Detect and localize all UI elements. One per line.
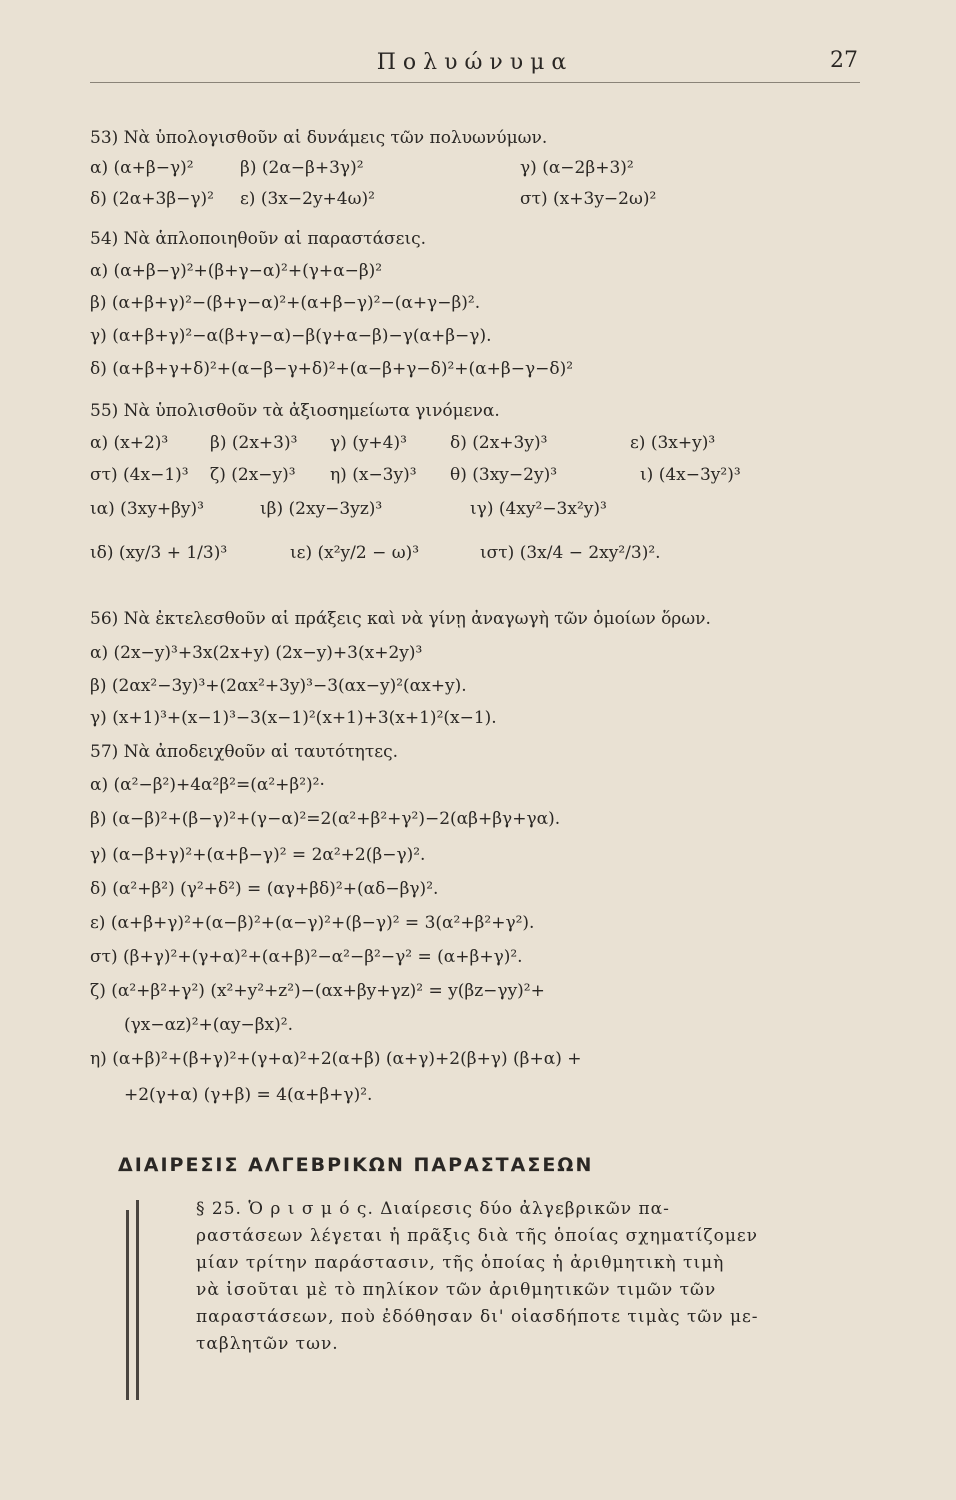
exercise-item: 54) Νὰ ἁπλοποιηθοῦν αἱ παραστάσεις. — [90, 229, 427, 249]
exercise-item: η) (x−3y)³ — [330, 465, 417, 485]
page-header — [90, 44, 860, 84]
exercise-line — [90, 290, 870, 316]
exercise-item: β) (2α−β+3γ)² — [240, 158, 364, 178]
exercise-item: ια) (3xy+βy)³ — [90, 499, 204, 519]
exercise-item: γ) (α+β+γ)²−α(β+γ−α)−β(γ+α−β)−γ(α+β−γ). — [90, 326, 492, 346]
exercise-line — [90, 910, 870, 936]
exercise-item: δ) (α²+β²) (γ²+δ²) = (αγ+βδ)²+(αδ−βγ)². — [90, 879, 439, 899]
exercise-item: η) (α+β)²+(β+γ)²+(γ+α)²+2(α+β) (α+γ)+2(β+γ) (β+α) + — [90, 1049, 582, 1069]
exercise-item: α) (α+β−γ)²+(β+γ−α)²+(γ+α−β)² — [90, 261, 383, 281]
exercise-line — [90, 772, 870, 798]
definition-line: § 25. Ὁ ρ ι σ μ ό ς. Διαίρεσις δύο ἀλγεβρικῶν πα- — [196, 1199, 670, 1219]
exercise-item: α) (α+β−γ)² — [90, 158, 194, 178]
exercise-item: ι) (4x−3y²)³ — [640, 465, 741, 485]
exercise-item: στ) (4x−1)³ — [90, 465, 189, 485]
exercise-item: 56) Νὰ ἐκτελεσθοῦν αἱ πράξεις καὶ νὰ γίνῃ ἀναγωγὴ τῶν ὁμοίων ὅρων. — [90, 609, 711, 629]
margin-bar — [126, 1210, 129, 1400]
exercise-line — [90, 606, 870, 632]
exercise-item: δ) (2α+3β−γ)² — [90, 189, 214, 209]
exercise-line — [90, 978, 870, 1004]
exercise-line — [90, 356, 870, 382]
exercise-item: ζ) (2x−y)³ — [210, 465, 296, 485]
exercise-item: γ) (α−β+γ)²+(α+β−γ)² = 2α²+2(β−γ)². — [90, 845, 426, 865]
exercise-line — [90, 944, 870, 970]
exercise-item: ιγ) (4xy²−3x²y)³ — [470, 499, 607, 519]
exercise-line — [90, 739, 870, 765]
exercise-line — [124, 1012, 904, 1038]
exercise-item: +2(γ+α) (γ+β) = 4(α+β+γ)². — [124, 1085, 373, 1105]
exercise-item: α) (2x−y)³+3x(2x+y) (2x−y)+3(x+2y)³ — [90, 643, 423, 663]
exercise-item: στ) (x+3y−2ω)² — [520, 189, 657, 209]
exercise-line — [90, 842, 870, 868]
exercise-item: ιε) (x²y/2 − ω)³ — [290, 543, 420, 563]
section-heading: ΔΙΑΙΡΕΣΙΣ ΑΛΓΕΒΡΙΚΩΝ ΠΑΡΑΣΤΑΣΕΩΝ — [118, 1154, 594, 1176]
exercise-line — [90, 398, 870, 424]
exercise-line — [90, 226, 870, 252]
definition-block — [126, 1196, 876, 1406]
exercise-line — [90, 258, 870, 284]
definition-line: παραστάσεων, ποὺ ἐδόθησαν δι' οἱασδήποτε τιμὰς τῶν με- — [196, 1307, 759, 1327]
exercise-item: β) (2x+3)³ — [210, 433, 298, 453]
exercise-item: α) (x+2)³ — [90, 433, 169, 453]
exercise-item: ζ) (α²+β²+γ²) (x²+y²+z²)−(αx+βy+γz)² = y(βz−γy)²+ — [90, 981, 545, 1001]
exercise-item: ιδ) (xy/3 + 1/3)³ — [90, 543, 228, 563]
exercise-line — [90, 1046, 870, 1072]
exercise-item: ε) (3x−2y+4ω)² — [240, 189, 375, 209]
exercise-line — [90, 640, 870, 666]
exercise-item: 55) Νὰ ὑπολισθοῦν τὰ ἀξιοσημείωτα γινόμενα. — [90, 401, 500, 421]
exercise-item: β) (α+β+γ)²−(β+γ−α)²+(α+β−γ)²−(α+γ−β)². — [90, 293, 481, 313]
exercise-item: α) (α²−β²)+4α²β²=(α²+β²)²· — [90, 775, 325, 795]
exercise-item: γ) (x+1)³+(x−1)³−3(x−1)²(x+1)+3(x+1)²(x−1). — [90, 708, 497, 728]
definition-line: ραστάσεων λέγεται ἡ πρᾶξις διὰ τῆς ὁποίας σχηματίζομεν — [196, 1226, 759, 1246]
exercise-line — [90, 125, 870, 151]
margin-bar — [136, 1200, 139, 1400]
exercise-item: β) (α−β)²+(β−γ)²+(γ−α)²=2(α²+β²+γ²)−2(αβ+βγ+γα). — [90, 809, 561, 829]
exercise-item: ιβ) (2xy−3yz)³ — [260, 499, 383, 519]
exercise-line — [90, 705, 870, 731]
exercise-item: β) (2αx²−3y)³+(2αx²+3y)³−3(αx−y)²(αx+y). — [90, 676, 467, 696]
definition-line: μίαν τρίτην παράστασιν, τῆς ὁποίας ἡ ἀριθμητικὴ τιμὴ — [196, 1253, 725, 1273]
exercise-item: ε) (α+β+γ)²+(α−β)²+(α−γ)²+(β−γ)² = 3(α²+β²+γ²). — [90, 913, 535, 933]
exercise-item: γ) (α−2β+3)² — [520, 158, 634, 178]
definition-line: νὰ ἰσοῦται μὲ τὸ πηλίκον τῶν ἀριθμητικῶν τιμῶν τῶν — [196, 1280, 717, 1300]
exercise-line — [90, 323, 870, 349]
definition-line: ταβλητῶν των. — [196, 1334, 339, 1354]
exercise-item: (γx−αz)²+(αy−βx)². — [124, 1015, 293, 1035]
exercise-line — [124, 1082, 904, 1108]
running-title: Πολυώνυμα — [376, 50, 574, 75]
page-number: 27 — [830, 48, 858, 73]
exercise-item: 57) Νὰ ἀποδειχθοῦν αἱ ταυτότητες. — [90, 742, 399, 762]
exercise-item: δ) (α+β+γ+δ)²+(α−β−γ+δ)²+(α−β+γ−δ)²+(α+β−γ−δ)² — [90, 359, 574, 379]
definition-text — [196, 1196, 866, 1358]
exercise-item: δ) (2x+3y)³ — [450, 433, 548, 453]
exercise-item: ε) (3x+y)³ — [630, 433, 716, 453]
exercise-item: στ) (β+γ)²+(γ+α)²+(α+β)²−α²−β²−γ² = (α+β+γ)². — [90, 947, 523, 967]
header-rule — [90, 82, 860, 83]
exercise-item: θ) (3xy−2y)³ — [450, 465, 558, 485]
exercise-line — [90, 806, 870, 832]
exercise-line — [90, 876, 870, 902]
exercise-item: 53) Νὰ ὑπολογισθοῦν αἱ δυνάμεις τῶν πολυωνύμων. — [90, 128, 548, 148]
exercise-item: ιστ) (3x/4 − 2xy²/3)². — [480, 543, 661, 563]
exercise-line — [90, 673, 870, 699]
exercise-item: γ) (y+4)³ — [330, 433, 407, 453]
